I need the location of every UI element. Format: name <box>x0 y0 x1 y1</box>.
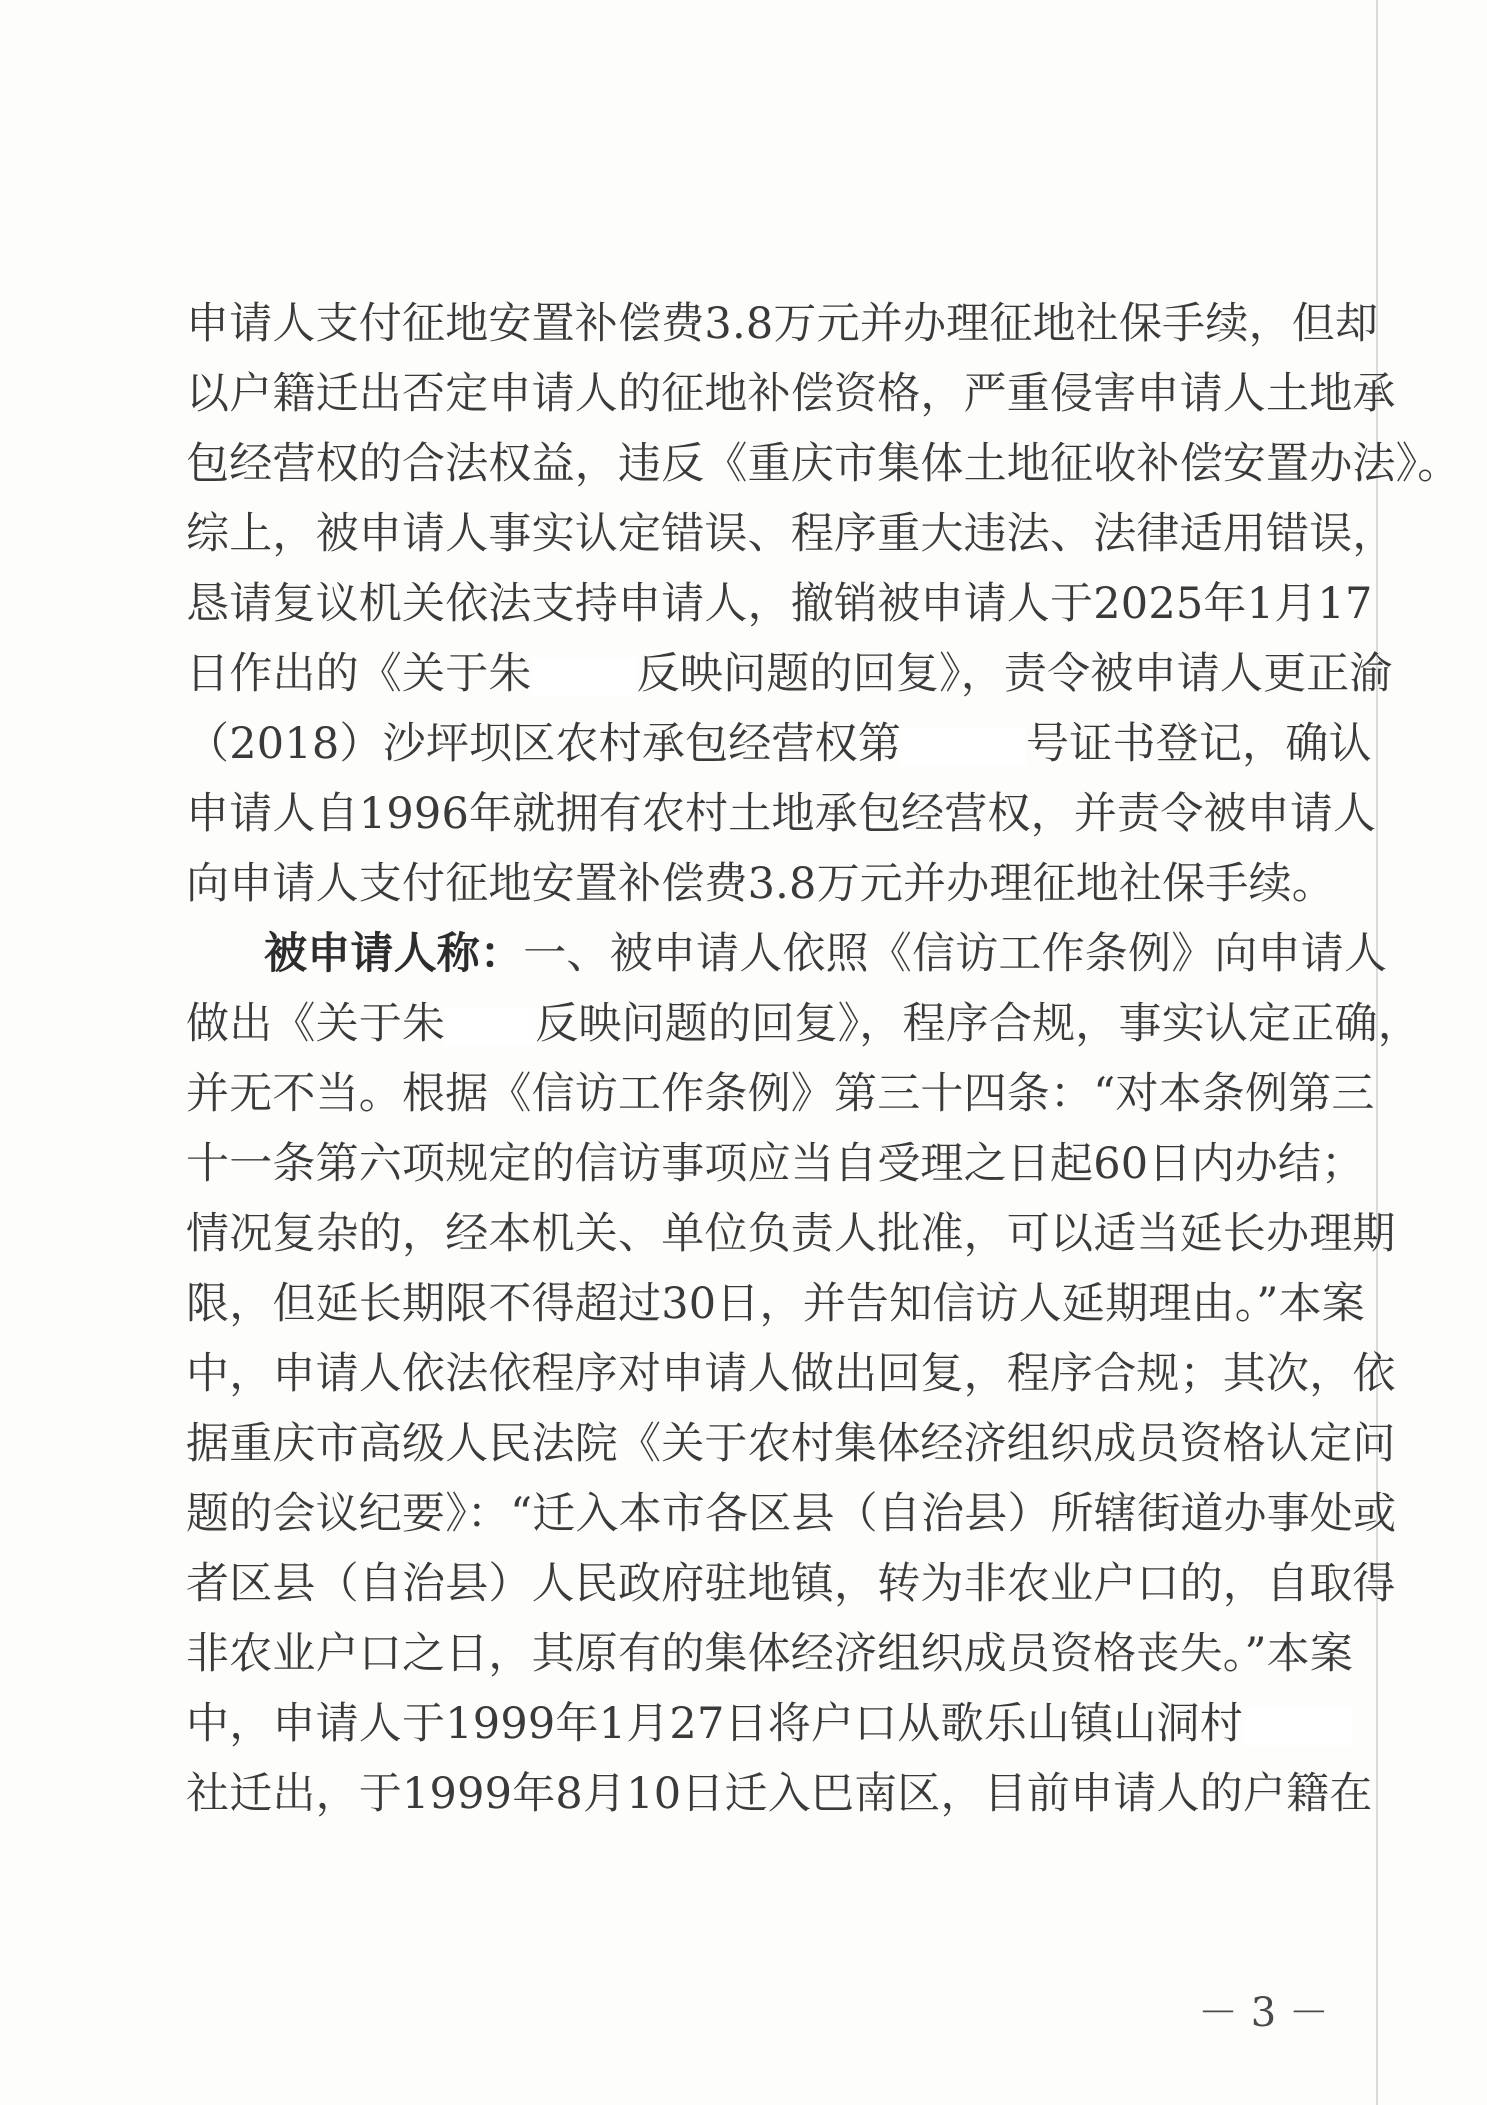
text-segment: （2018）沙坪坝区农村承包经营权第 <box>186 719 902 769</box>
text-line-17: 据重庆市高级人民法院《关于农村集体经济组织成员资格认定问 <box>186 1419 1396 1469</box>
text-line-21 <box>186 1694 1353 1754</box>
text-line-3: 包经营权的合法权益，违反《重庆市集体土地征收补偿安置办法》。 <box>186 439 1461 489</box>
page-number: － 3 － <box>1198 1990 1329 2036</box>
text-segment: 日作出的《关于朱 <box>186 649 532 699</box>
text-segment: 反映问题的回复》，程序合规，事实认定正确， <box>535 999 1421 1049</box>
text-line-7 <box>186 714 1372 774</box>
redaction-block <box>1243 1708 1353 1746</box>
text-line-14: 情况复杂的，经本机关、单位负责人批准，可以适当延长办理期 <box>186 1209 1396 1259</box>
text-line-5: 恳请复议机关依法支持申请人，撤销被申请人于2025年1月17 <box>186 579 1373 629</box>
text-line-22: 社迁出，于1999年8月10日迁入巴南区，目前申请人的户籍在 <box>186 1769 1373 1819</box>
text-line-4: 综上，被申请人事实认定错误、程序重大违法、法律适用错误， <box>186 509 1396 559</box>
text-line-12: 并无不当。根据《信访工作条例》第三十四条：“对本条例第三 <box>186 1069 1375 1119</box>
text-segment: 一、被申请人依照《信访工作条例》向申请人 <box>523 929 1388 979</box>
text-line-6 <box>186 644 1393 704</box>
text-line-8: 申请人自1996年就拥有农村土地承包经营权，并责令被申请人 <box>186 789 1377 839</box>
redaction-block <box>532 658 637 696</box>
text-segment: 中，申请人于1999年1月27日将户口从歌乐山镇山洞村 <box>186 1699 1243 1749</box>
redaction-block <box>445 1008 535 1046</box>
text-line-15: 限，但延长期限不得超过30日，并告知信访人延期理由。”本案 <box>186 1279 1365 1329</box>
redaction-block <box>901 728 1026 766</box>
text-line-13: 十一条第六项规定的信访事项应当自受理之日起60日内办结； <box>186 1139 1365 1189</box>
text-segment: 反映问题的回复》，责令被申请人更正渝 <box>636 649 1393 699</box>
text-segment: 做出《关于朱 <box>186 999 446 1049</box>
respondent-heading: 被申请人称： <box>264 929 524 979</box>
text-line-9: 向申请人支付征地安置补偿费3.8万元并办理征地社保手续。 <box>186 859 1335 909</box>
text-line-16: 中，申请人依法依程序对申请人做出回复，程序合规；其次，依 <box>186 1349 1396 1399</box>
text-line-2: 以户籍迁出否定申请人的征地补偿资格，严重侵害申请人土地承 <box>186 369 1396 419</box>
text-segment: 号证书登记，确认 <box>1026 719 1372 769</box>
text-line-10 <box>264 924 1387 984</box>
text-line-18: 题的会议纪要》：“迁入本市各区县（自治县）所辖街道办事处或 <box>186 1489 1397 1539</box>
text-line-11 <box>186 994 1421 1054</box>
text-line-20: 非农业户口之日，其原有的集体经济组织成员资格丧失。”本案 <box>186 1629 1354 1679</box>
text-line-19: 者区县（自治县）人民政府驻地镇，转为非农业户口的，自取得 <box>186 1559 1396 1609</box>
text-line-1: 申请人支付征地安置补偿费3.8万元并办理征地社保手续，但却 <box>186 299 1379 349</box>
